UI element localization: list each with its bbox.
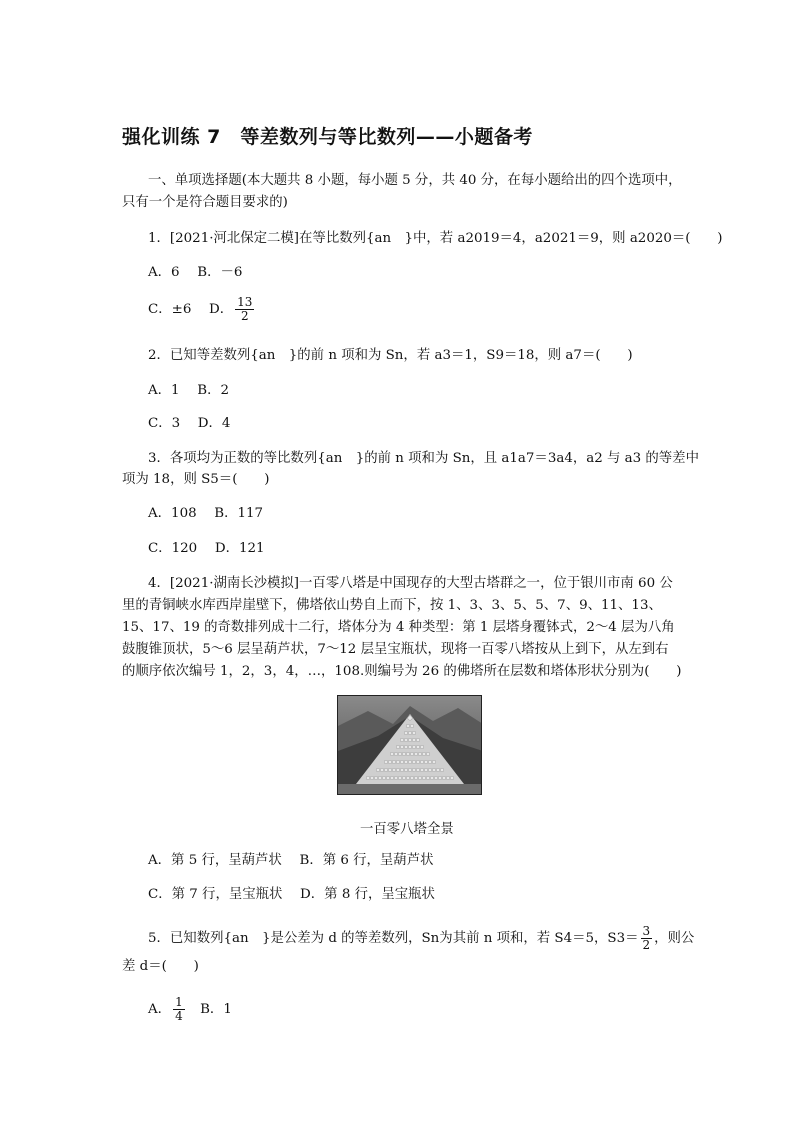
- question-1-stem: 1．[2021·河北保定二模]在等比数列{an }中，若 a2019＝4，a2021＝9，则 a2020＝( ): [148, 231, 723, 246]
- fraction-numerator: 1: [175, 995, 183, 1009]
- question-2-stem: 2．已知等差数列{an }的前 n 项和为 Sn，若 a3＝1，S9＝18，则 a7＝( ): [148, 348, 633, 363]
- question-4-line5: 的顺序依次编号 1，2，3，4，…，108.则编号为 26 的佛塔所在层数和塔体形状分别为( ): [122, 664, 682, 679]
- question-4-line3: 15、17、19 的奇数排列成十二行，塔体分为 4 种类型：第 1 层塔身覆钵式，2～4 层为八角: [122, 620, 675, 635]
- section-heading-line2: 只有一个是符合题目要求的): [122, 195, 288, 210]
- question-4-line1: 4．[2021·湖南长沙模拟]一百零八塔是中国现存的大型古塔群之一，位于银川市南 60 公: [148, 576, 673, 591]
- question-3-options-cd: C．120 D．121: [148, 541, 265, 556]
- question-5-options-ab: [148, 996, 232, 1023]
- fraction-denominator: 2: [240, 309, 249, 323]
- question-3-line1: 3．各项均为正数的等比数列{an }的前 n 项和为 Sn，且 a1a7＝3a4，a2 与 a3 的等差中: [148, 451, 699, 466]
- photo-caption: 一百零八塔全景: [360, 822, 454, 837]
- fraction-numerator: 3: [642, 924, 651, 938]
- question-5-line1: [148, 925, 694, 952]
- fraction-denominator: 2: [642, 938, 651, 952]
- pagoda-photo: [337, 695, 482, 795]
- question-1-options-ab: A．6 B．－6: [148, 265, 243, 280]
- fraction-denominator: 4: [175, 1009, 183, 1023]
- question-5-line1-start: 5．已知数列{an }是公差为 d 的等差数列，Sn为其前 n 项和，若 S4＝5，S3＝: [148, 931, 639, 946]
- question-1-option-c: C．±6 D．: [148, 302, 234, 317]
- question-3-options-ab: A．108 B．117: [148, 506, 264, 521]
- question-1-options-cd: [148, 296, 256, 323]
- question-3-line2: 项为 18，则 S5＝( ): [122, 472, 270, 487]
- fraction-numerator: 13: [237, 295, 253, 309]
- question-5-s3-fraction: [641, 925, 653, 952]
- question-4-line2: 里的青铜峡水库西岸崖壁下，佛塔依山势自上而下，按 1、3、3、5、5、7、9、11、13、: [122, 598, 662, 613]
- question-1-option-d-fraction: [235, 296, 254, 323]
- question-5-option-a-fraction: [173, 996, 185, 1023]
- page-title: 强化训练 7 等差数列与等比数列——小题备考: [122, 126, 533, 148]
- question-4-line4: 鼓腹锥顶状，5～6 层呈葫芦状，7～12 层呈宝瓶状，现将一百零八塔按从上到下，从左到右: [122, 642, 669, 657]
- question-4-options-ab: A．第 5 行，呈葫芦状 B．第 6 行，呈葫芦状: [148, 853, 434, 868]
- question-4-options-cd: C．第 7 行，呈宝瓶状 D．第 8 行，呈宝瓶状: [148, 887, 435, 902]
- question-5-line1-end: ，则公: [654, 931, 695, 946]
- question-2-options-ab: A．1 B．2: [148, 383, 229, 398]
- question-5-option-b: B．1: [186, 1002, 232, 1017]
- section-heading-line1: 一、单项选择题(本大题共 8 小题，每小题 5 分，共 40 分，在每小题给出的四个选项中，: [148, 173, 682, 188]
- question-5-line2: 差 d＝( ): [122, 959, 199, 974]
- question-2-options-cd: C．3 D．4: [148, 416, 231, 431]
- question-5-option-a: A．: [148, 1002, 172, 1017]
